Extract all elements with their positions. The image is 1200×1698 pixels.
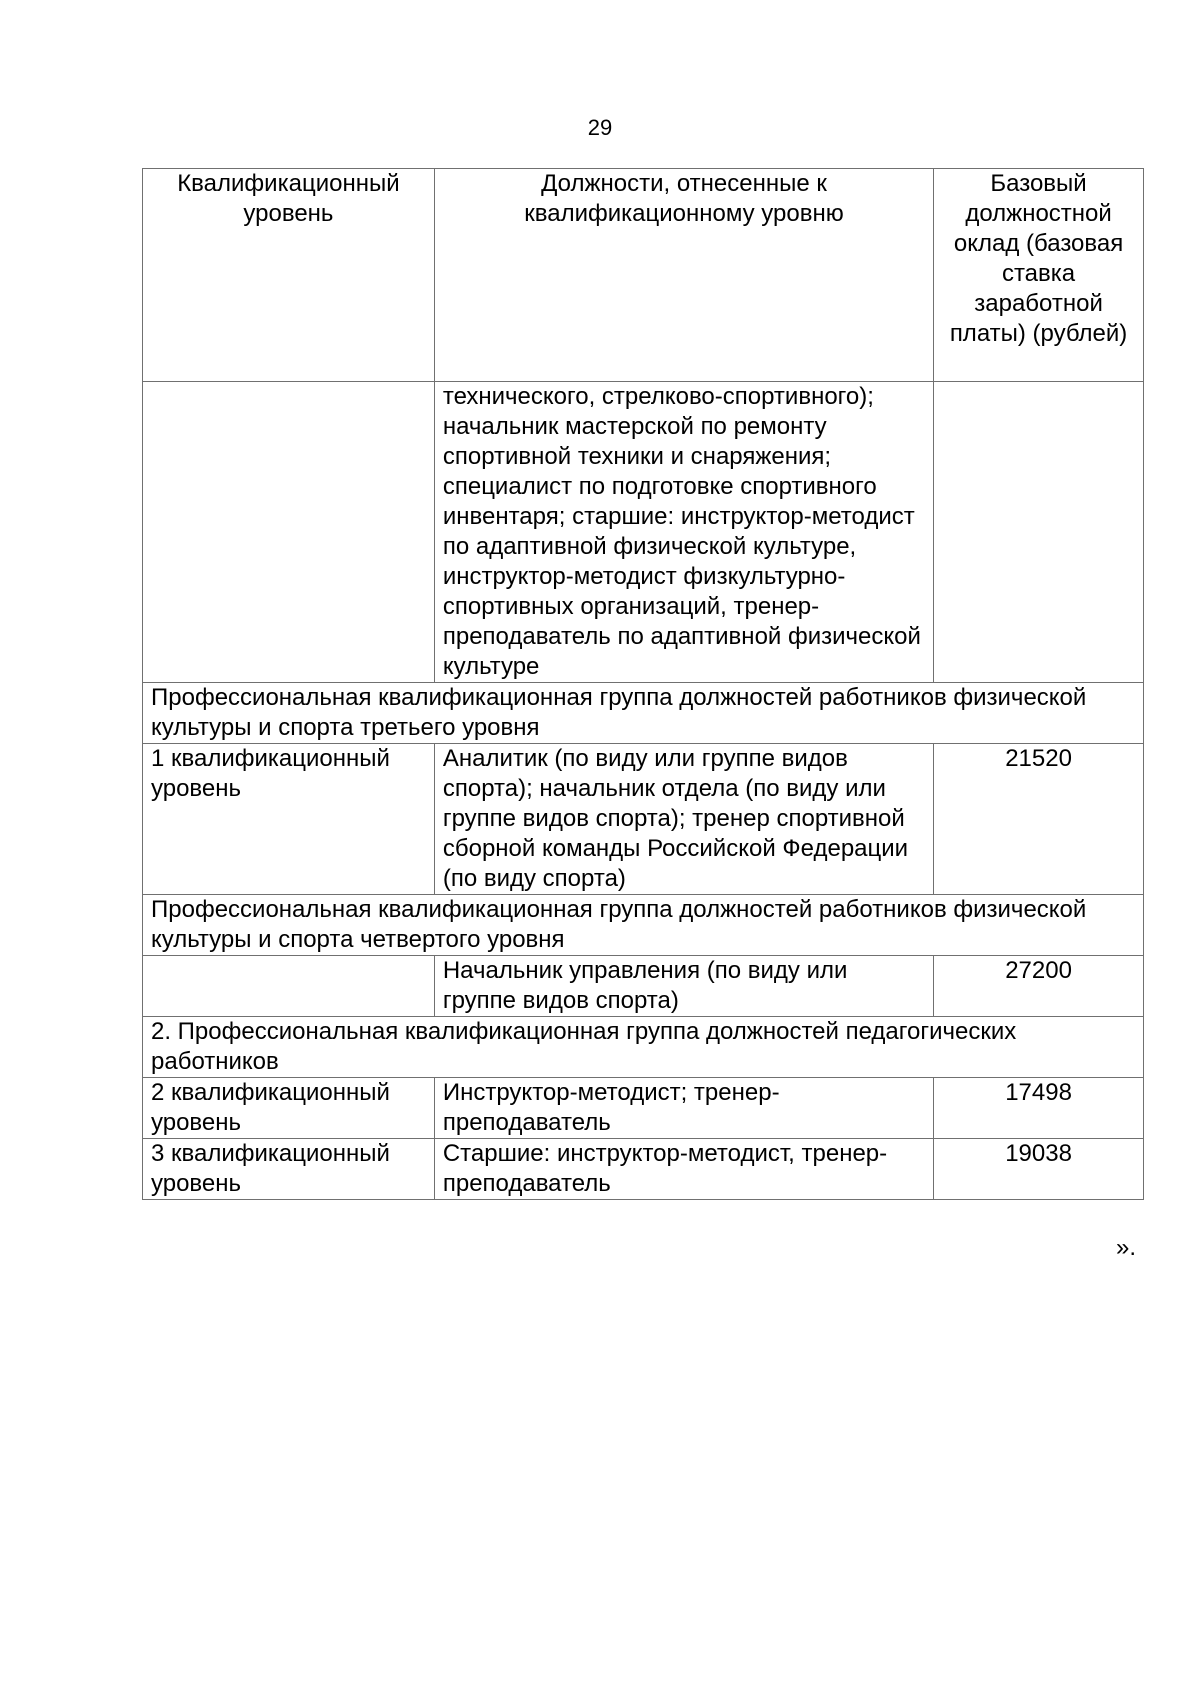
table-row: [143, 382, 1144, 683]
positions-cell: Аналитик (по виду или группе видов спорта); начальник отдела (по виду или группе видов спорта); тренер спортивной сборной команды Российской Федерации (по виду спорта): [434, 744, 933, 895]
table-row: [143, 744, 1144, 895]
header-positions: Должности, отнесенные к квалификационному уровню: [434, 169, 933, 382]
level-cell: 2 квалификационный уровень: [143, 1078, 435, 1139]
salary-cell: 17498: [934, 1078, 1144, 1139]
salary-cell: 27200: [934, 956, 1144, 1017]
salary-cell: [934, 382, 1144, 683]
positions-cell: Старшие: инструктор-методист, тренер-преподаватель: [434, 1139, 933, 1200]
level-cell: 3 квалификационный уровень: [143, 1139, 435, 1200]
page-number: 29: [587, 115, 613, 140]
level-cell: [143, 382, 435, 683]
table-row: [143, 1139, 1144, 1200]
qualification-table: [142, 168, 1144, 1200]
group-title-third-level: Профессиональная квалификационная группа должностей работников физической культуры и спорта третьего уровня: [143, 683, 1144, 744]
table-row: [143, 1078, 1144, 1139]
group-title-fourth-level: Профессиональная квалификационная группа должностей работников физической культуры и спорта четвертого уровня: [143, 895, 1144, 956]
positions-cell: Начальник управления (по виду или группе видов спорта): [434, 956, 933, 1017]
level-cell: 1 квалификационный уровень: [143, 744, 435, 895]
table-header-row: [143, 169, 1144, 382]
salary-cell: 21520: [934, 744, 1144, 895]
group-header-row: [143, 895, 1144, 956]
positions-cell: Инструктор-методист; тренер-преподаватель: [434, 1078, 933, 1139]
salary-cell: 19038: [934, 1139, 1144, 1200]
header-level: Квалификационный уровень: [143, 169, 435, 382]
header-salary: Базовый должностной оклад (базовая ставка заработной платы) (рублей): [934, 169, 1144, 382]
group-header-row: [143, 1017, 1144, 1078]
table-row: [143, 956, 1144, 1017]
positions-cell: технического, стрелково-спортивного); начальник мастерской по ремонту спортивной техники и снаряжения; специалист по подготовке спортивного инвентаря; старшие: инструктор-методист по адаптивной физической культуре, инструктор-методист физкультурно-спортивных организаций, тренер-преподаватель по адаптивной физической культуре: [434, 382, 933, 683]
closing-quote-mark: ».: [1116, 1234, 1137, 1261]
group-header-row: [143, 683, 1144, 744]
group-title-pedagogical: 2. Профессиональная квалификационная группа должностей педагогических работников: [143, 1017, 1144, 1078]
level-cell: [143, 956, 435, 1017]
